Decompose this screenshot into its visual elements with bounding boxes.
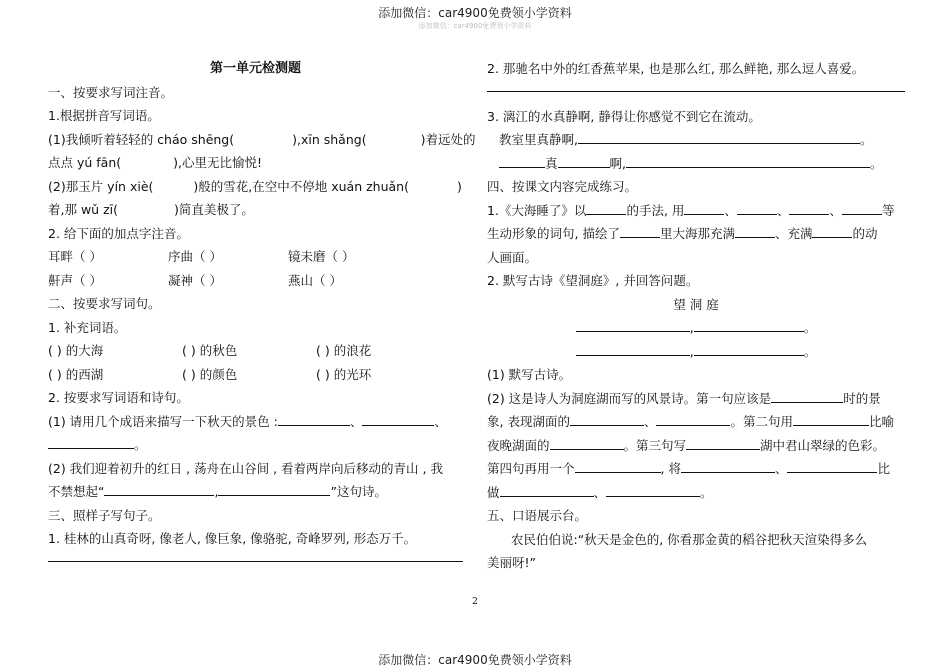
question-1-1-line2: 点点 yú fān( ),心里无比愉悦! (48, 155, 263, 170)
fill-item: ( ) 的颜色 (182, 366, 238, 382)
question-4-2-line2: 不禁想起“ , ”这句诗。 (48, 484, 387, 499)
answer-blank[interactable] (500, 483, 594, 497)
answer-blank[interactable] (789, 201, 829, 215)
answer-blank[interactable] (735, 224, 775, 238)
answer-blank[interactable] (812, 224, 852, 238)
faint-watermark: 添加微信：car4900免费领小学资料 (418, 22, 532, 30)
example-3-fill-2: 真 啊, 。 (487, 152, 905, 176)
poem-q2-line1: (2) 这是诗人为洞庭湖而写的风景诗。第一句应该是 时的景 (487, 390, 881, 406)
fill-item: ( ) 的浪花 (316, 343, 372, 358)
question-4-1: (1) 请用几个成语来描写一下秋天的景色 : 、 、 (48, 413, 447, 429)
example-2: 2. 那驰名中外的红香蕉苹果, 也是那么红, 那么鲜艳, 那么逗人喜爱。 (487, 61, 865, 76)
oral-quote-line1: 农民伯伯说:“秋天是金色的, 你看那金黄的稻谷把秋天渲染得多么 (511, 531, 868, 547)
watermark-banner-top: 添加微信：car4900免费领小学资料 (378, 6, 572, 20)
fill-row-2 (48, 363, 463, 387)
answer-blank[interactable] (626, 154, 870, 168)
fill-item: ( ) 的西湖 (48, 366, 104, 382)
question-4-2-right: 2. 默写古诗《望洞庭》, 并回答问题。 (487, 273, 699, 288)
page-number: 2 (472, 597, 478, 607)
question-1-2-line2: 着,那 wǔ zī( )简直美极了。 (48, 202, 254, 217)
answer-blank[interactable] (575, 459, 661, 473)
answer-blank[interactable] (499, 154, 545, 168)
answer-blank[interactable] (787, 459, 877, 473)
poem-title: 望 洞 庭 (673, 296, 719, 312)
answer-blank[interactable] (694, 342, 804, 356)
pinyin-item: 燕山（ ） (288, 272, 342, 288)
answer-blank[interactable] (606, 483, 700, 497)
answer-blank[interactable] (684, 201, 724, 215)
answer-blank[interactable] (362, 412, 434, 426)
question-1: 1.根据拼音写词语。 (48, 108, 160, 123)
answer-blank[interactable] (686, 436, 760, 450)
question-2: 2. 给下面的加点字注音。 (48, 225, 189, 241)
poem-line-1: , 。 (487, 316, 905, 340)
fill-item: ( ) 的光环 (316, 366, 372, 382)
answer-blank[interactable] (104, 482, 214, 496)
answer-blank[interactable] (550, 436, 624, 450)
page-title: 第一单元检测题 (209, 61, 301, 76)
answer-blank[interactable] (570, 412, 644, 426)
answer-blank[interactable] (576, 318, 690, 332)
pinyin-item: 镜未磨（ ） (288, 249, 355, 264)
answer-blank[interactable] (737, 201, 777, 215)
pinyin-item: 序曲（ ） (168, 249, 222, 264)
answer-blank[interactable] (620, 224, 660, 238)
fill-item: ( ) 的大海 (48, 343, 104, 358)
answer-blank[interactable] (681, 459, 775, 473)
poem-line-2: , 。 (487, 340, 905, 364)
answer-blank[interactable] (793, 412, 869, 426)
pinyin-item: 凝神（ ） (168, 272, 222, 288)
section-4-heading: 四、按课文内容完成练习。 (487, 179, 638, 194)
answer-blank[interactable] (578, 130, 860, 144)
question-4-1-right: 1.《大海睡了》以 的手法, 用 、 、 、 等 (487, 202, 895, 218)
answer-line[interactable] (487, 81, 905, 92)
section-2-heading: 二、按要求写词句。 (48, 296, 161, 311)
answer-blank[interactable] (586, 201, 626, 215)
section-5-heading: 五、口语展示台。 (487, 508, 588, 523)
question-1-1-line1: (1)我倾听着轻轻的 cháo shēng( ),xīn shǎng( )着远处的 (48, 131, 476, 147)
pinyin-item: 耳畔（ ） (48, 249, 102, 264)
question-3: 1. 补充词语。 (48, 319, 127, 335)
left-column (48, 57, 476, 575)
question-4-2-line1: (2) 我们迎着初升的红日 , 荡舟在山谷间 , 看着两岸向后移动的青山 , 我 (48, 460, 443, 476)
answer-blank[interactable] (771, 389, 843, 403)
pinyin-item: 鼾声（ ） (48, 272, 102, 288)
section-1-heading: 一、按要求写词注音。 (48, 84, 174, 100)
pinyin-row-2 (48, 269, 463, 293)
poem-q2-line4: 第四句再用一个 , 将 、 比 (487, 461, 890, 476)
poem-q2-line5: 做 、 。 (487, 484, 713, 500)
answer-blank[interactable] (656, 412, 730, 426)
answer-blank[interactable] (576, 342, 690, 356)
question-4-1-cont: 。 (48, 433, 463, 457)
answer-line[interactable] (48, 551, 463, 562)
answer-blank[interactable] (694, 318, 804, 332)
fill-item: ( ) 的秋色 (182, 343, 238, 358)
poem-q2-line2: 象, 表现湖面的 、 。第二句用 比喻 (487, 414, 894, 429)
answer-blank[interactable] (278, 412, 350, 426)
right-column (487, 57, 905, 575)
answer-blank[interactable] (558, 154, 610, 168)
answer-blank[interactable] (48, 435, 134, 449)
example-3: 3. 漓江的水真静啊, 静得让你感觉不到它在流动。 (487, 108, 761, 124)
oral-quote-line2: 美丽呀!” (487, 555, 536, 570)
answer-blank[interactable] (842, 201, 882, 215)
section-3-heading: 三、照样子写句子。 (48, 507, 161, 523)
question-4-1-right-end: 人画面。 (487, 249, 538, 265)
example-3-fill-1: 教室里真静啊, 。 (499, 132, 873, 147)
fill-row-1 (48, 339, 463, 363)
question-1-2-line1: (2)那玉片 yín xiè( )般的雪花,在空中不停地 xuán zhuǎn( ) (48, 178, 462, 194)
poem-q1: (1) 默写古诗。 (487, 367, 572, 382)
question-5: 1. 桂林的山真奇呀, 像老人, 像巨象, 像骆驼, 奇峰罗列, 形态万千。 (48, 531, 417, 546)
answer-blank[interactable] (218, 482, 330, 496)
question-4-1-right-cont: 生动形象的词句, 描绘了 里大海那充满 、充满 的动 (487, 226, 878, 241)
pinyin-row-1 (48, 245, 463, 269)
watermark-banner-bottom: 添加微信：car4900免费领小学资料 (378, 653, 572, 667)
poem-q2-line3: 夜晚湖面的 。第三句写 湖中君山翠绿的色彩。 (487, 437, 886, 453)
question-4: 2. 按要求写词语和诗句。 (48, 390, 189, 405)
